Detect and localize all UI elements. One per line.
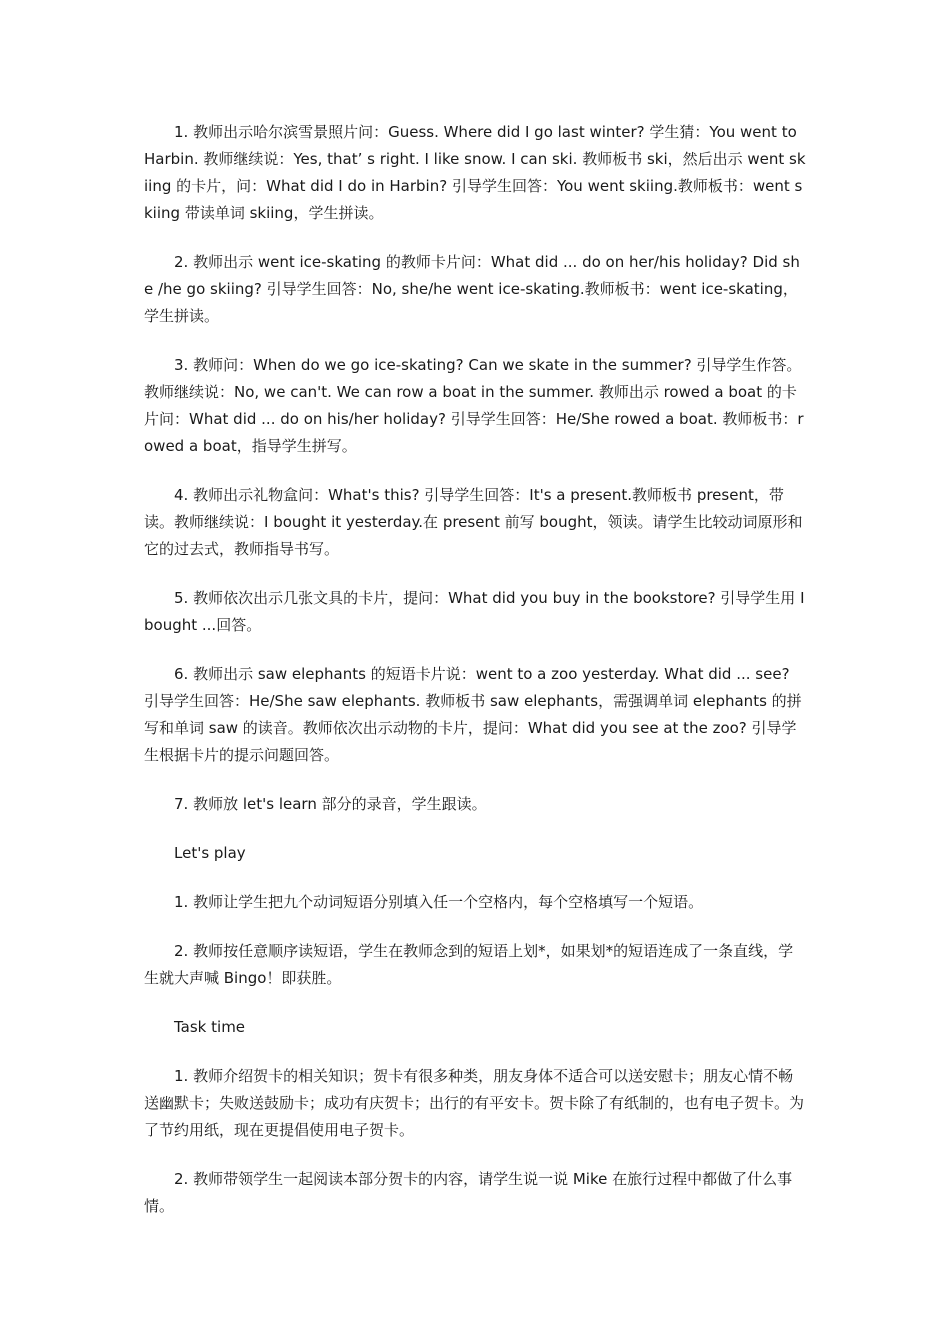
step-paragraph: 1. 教师出示哈尔滨雪景照片问：Guess. Where did I go last winter? 学生猜：You went to Harbin. 教师继续说：Yes, that’ s right. I like snow. I can ski. 教师板书 ski，然后出示 went skiing 的卡片，问：What did I do in Harbin? 引导学生回答：You went skiing.教师板书：went skiing 带读单词 skiing，学生拼读。 bbox=[144, 123, 806, 222]
step-paragraph: 1. 教师让学生把九个动词短语分别填入任一个空格内，每个空格填写一个短语。 bbox=[174, 893, 704, 911]
step-paragraph: 4. 教师出示礼物盒问：What's this? 引导学生回答：It's a present.教师板书 present，带读。教师继续说：I bought it yesterday.在 present 前写 bought，领读。请学生比较动词原形和它的过去式，教师指导书写。 bbox=[144, 486, 803, 558]
step-paragraph: 5. 教师依次出示几张文具的卡片，提问：What did you buy in the bookstore? 引导学生用 I bought ...回答。 bbox=[144, 589, 805, 634]
step-paragraph: 2. 教师按任意顺序读短语，学生在教师念到的短语上划*，如果划*的短语连成了一条直线，学生就大声喊 Bingo！即获胜。 bbox=[144, 942, 794, 987]
section-heading-lets-play: Let's play bbox=[174, 844, 246, 862]
step-paragraph: 3. 教师问：When do we go ice-skating? Can we skate in the summer? 引导学生作答。教师继续说：No, we can't. We can row a boat in the summer. 教师出示 rowed a boat 的卡片问：What did ... do on his/her holiday? 引导学生回答：He/She rowed a boat. 教师板书：rowed a boat，指导学生拼写。 bbox=[144, 356, 804, 455]
section-heading-task-time: Task time bbox=[174, 1018, 246, 1036]
step-paragraph: 1. 教师介绍贺卡的相关知识；贺卡有很多种类，朋友身体不适合可以送安慰卡；朋友心情不畅送幽默卡；失败送鼓励卡；成功有庆贺卡；出行的有平安卡。贺卡除了有纸制的，也有电子贺卡。为了节约用纸，现在更提倡使用电子贺卡。 bbox=[144, 1067, 805, 1139]
step-paragraph: 2. 教师带领学生一起阅读本部分贺卡的内容，请学生说一说 Mike 在旅行过程中都做了什么事情。 bbox=[144, 1170, 793, 1215]
step-paragraph: 7. 教师放 let's learn 部分的录音，学生跟读。 bbox=[174, 795, 487, 813]
step-paragraph: 6. 教师出示 saw elephants 的短语卡片说：went to a zoo yesterday. What did ... see? 引导学生回答：He/She saw elephants. 教师板书 saw elephants，需强调单词 elephants 的拼写和单词 saw 的读音。教师依次出示动物的卡片，提问：What did you see at the zoo? 引导学生根据卡片的提示问题回答。 bbox=[144, 665, 802, 764]
step-paragraph: 2. 教师出示 went ice-skating 的教师卡片问：What did ... do on her/his holiday? Did she /he go skiing? 引导学生回答：No, she/he went ice-skating.教师板书：went ice-skating，学生拼读。 bbox=[144, 253, 800, 325]
document-body bbox=[144, 119, 808, 1242]
